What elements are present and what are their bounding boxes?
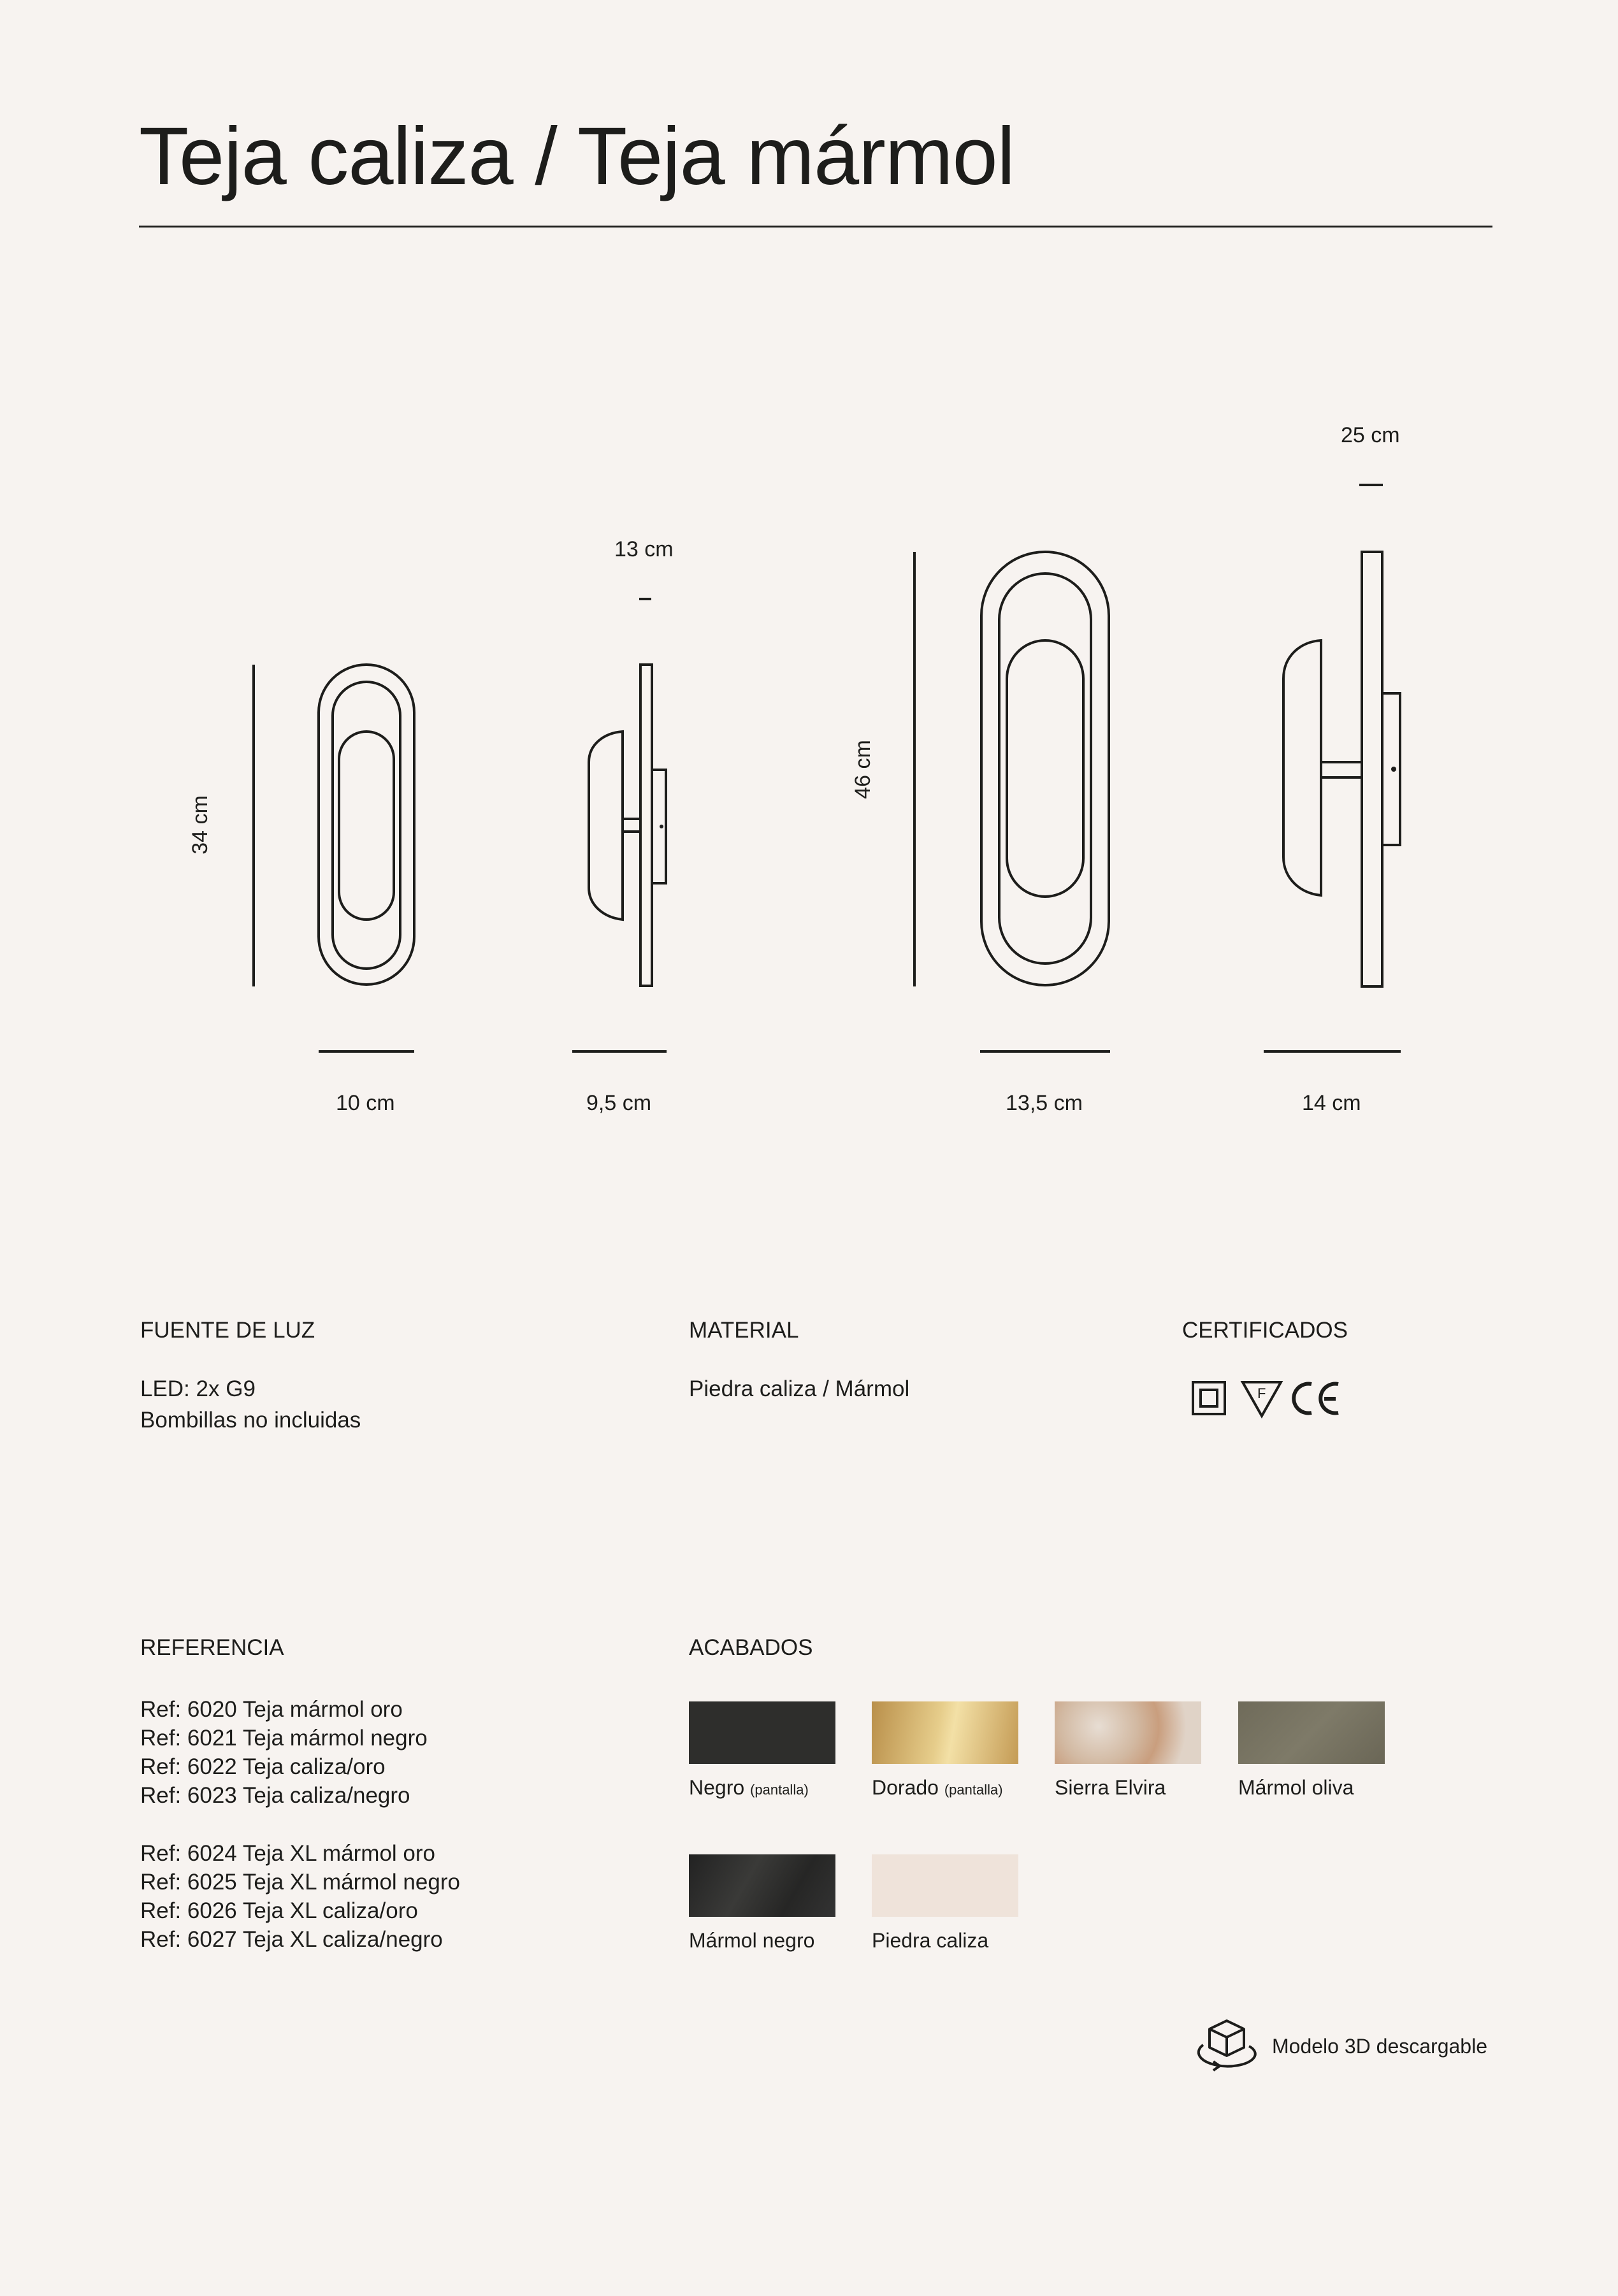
f-triangle-icon — [1243, 1382, 1281, 1416]
xl-shade — [1007, 640, 1083, 897]
finish-label-sierra-elvira: Sierra Elvira — [1055, 1776, 1166, 1799]
xl-inner-frame — [999, 574, 1091, 964]
teja-side-mount — [652, 770, 666, 883]
reference-item: Ref: 6025 Teja XL mármol negro — [140, 1870, 460, 1895]
xl-side-top-label: 25 cm — [1341, 423, 1400, 447]
reference-item: Ref: 6020 Teja mármol oro — [140, 1697, 403, 1722]
finish-swatch-sierra-elvira — [1055, 1701, 1201, 1764]
teja-side-shade — [589, 732, 623, 920]
reference-item: Ref: 6023 Teja caliza/negro — [140, 1783, 410, 1808]
svg-text:F: F — [1257, 1385, 1266, 1401]
finish-swatch-marmol-negro — [689, 1854, 835, 1917]
teja-shade — [339, 732, 394, 920]
teja-height-label: 34 cm — [187, 795, 212, 855]
reference-list-xl — [140, 1839, 460, 1954]
class-ii-double-square-icon — [1193, 1382, 1225, 1414]
reference-item: Ref: 6021 Teja mármol negro — [140, 1726, 428, 1751]
material-value: Piedra caliza / Mármol — [689, 1376, 910, 1401]
finish-label-dorado: Dorado (pantalla) — [872, 1776, 1003, 1799]
teja-side-top-label: 13 cm — [614, 537, 674, 561]
download-3d-model-link[interactable]: Modelo 3D descargable — [1272, 2035, 1487, 2058]
finish-label-negro: Negro (pantalla) — [689, 1776, 809, 1799]
cube-rotate-icon[interactable] — [1192, 2017, 1262, 2074]
teja-width-label: 10 cm — [336, 1091, 395, 1115]
finish-label-marmol-oliva: Mármol oliva — [1238, 1776, 1354, 1799]
finish-label-marmol-negro: Mármol negro — [689, 1929, 815, 1952]
xl-front-view — [914, 552, 1110, 1051]
finish-swatch-dorado — [872, 1701, 1018, 1764]
page-title: Teja caliza / Teja mármol — [139, 111, 1015, 202]
finishes-heading: ACABADOS — [689, 1635, 813, 1660]
xl-side-shade — [1283, 640, 1321, 895]
light-source-line-2: Bombillas no incluidas — [140, 1408, 361, 1433]
light-source-heading: FUENTE DE LUZ — [140, 1318, 315, 1343]
teja-side-view — [572, 599, 667, 1051]
finish-swatch-piedra-caliza — [872, 1854, 1018, 1917]
reference-heading: REFERENCIA — [140, 1635, 284, 1660]
finish-label-piedra-caliza: Piedra caliza — [872, 1929, 989, 1952]
reference-item: Ref: 6022 Teja caliza/oro — [140, 1754, 386, 1779]
certificates-heading: CERTIFICADOS — [1182, 1318, 1348, 1343]
xl-width-label: 13,5 cm — [1006, 1091, 1083, 1115]
teja-side-backplate — [640, 665, 652, 986]
finish-swatch-marmol-oliva — [1238, 1701, 1385, 1764]
xl-depth-label: 14 cm — [1302, 1091, 1361, 1115]
technical-drawings — [0, 0, 1618, 1147]
material-heading: MATERIAL — [689, 1318, 799, 1343]
reference-item: Ref: 6026 Teja XL caliza/oro — [140, 1898, 418, 1923]
reference-list-standard — [140, 1695, 428, 1810]
ce-mark-icon — [1294, 1384, 1338, 1413]
xl-height-label: 46 cm — [850, 740, 875, 799]
reference-item: Ref: 6027 Teja XL caliza/negro — [140, 1927, 443, 1952]
xl-side-view — [1264, 485, 1401, 1051]
light-source-line-1: LED: 2x G9 — [140, 1376, 256, 1401]
teja-front-view — [254, 665, 414, 1051]
finish-swatch-negro — [689, 1701, 835, 1764]
reference-item: Ref: 6024 Teja XL mármol oro — [140, 1841, 436, 1866]
certificates-icons — [1192, 1376, 1351, 1421]
teja-depth-label: 9,5 cm — [586, 1091, 652, 1115]
teja-inner-frame — [333, 682, 400, 969]
xl-side-backplate — [1362, 552, 1382, 986]
